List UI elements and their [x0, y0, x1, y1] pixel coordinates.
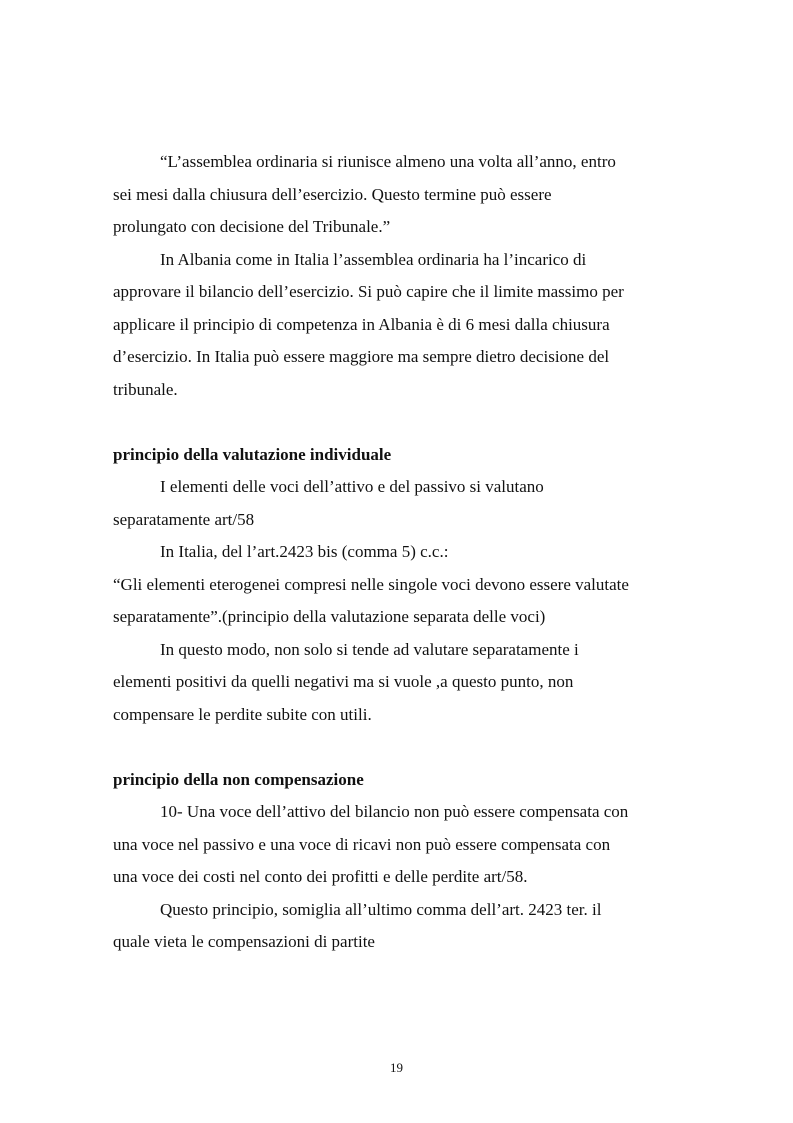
paragraph-gap	[113, 731, 693, 764]
text-line: d’esercizio. In Italia può essere maggiore ma sempre dietro decisione del	[113, 347, 610, 366]
text-line: quale vieta le compensazioni di partite	[113, 932, 375, 951]
text-line: “L’assemblea ordinaria si riunisce almeno una volta all’anno, entro	[160, 152, 616, 171]
paragraph-art-2423-bis	[113, 536, 693, 569]
text-line: I elementi delle voci dell’attivo e del passivo si valutano	[160, 477, 544, 496]
section-heading-non-compensazione: principio della non compensazione	[113, 769, 364, 789]
text-line: In questo modo, non solo si tende ad valutare separatamente i	[160, 639, 579, 659]
paragraph-quote-elementi-eterogenei	[113, 569, 693, 634]
text-line: In Albania come in Italia l’assemblea ordinaria ha l’incarico di	[160, 249, 587, 269]
text-line: prolungato con decisione del Tribunale.”	[113, 217, 391, 236]
paragraph-questo-principio	[113, 894, 693, 959]
text-line: compensare le perdite subite con utili.	[113, 704, 372, 724]
text-line: applicare il principio di competenza in Albania è di 6 mesi dalla chiusura	[113, 314, 610, 334]
paragraph-quote-assemblea	[113, 146, 693, 244]
text-line: una voce dei costi nel conto dei profitti e delle perdite art/58.	[113, 867, 528, 886]
text-line: tribunale.	[113, 379, 178, 399]
paragraph-elementi-voci	[113, 471, 693, 536]
section-heading-valutazione-individuale: principio della valutazione individuale	[113, 444, 392, 464]
text-line: elementi positivi da quelli negativi ma si vuole ,a questo punto, non	[113, 672, 574, 691]
paragraph-gap	[113, 406, 693, 439]
text-line: approvare il bilancio dell’esercizio. Si può capire che il limite massimo per	[113, 282, 624, 301]
text-line: separatamente art/58	[113, 509, 255, 529]
text-line: 10- Una voce dell’attivo del bilancio non può essere compensata con	[160, 802, 629, 821]
paragraph-voce-attivo	[113, 796, 693, 894]
document-page	[113, 146, 693, 959]
text-line: una voce nel passivo e una voce di ricavi non può essere compensata con	[113, 834, 611, 854]
text-line: “Gli elementi eterogenei compresi nelle singole voci devono essere valutate	[113, 574, 629, 594]
paragraph-albania-italia	[113, 244, 693, 407]
paragraph-in-questo-modo	[113, 634, 693, 732]
text-line: sei mesi dalla chiusura dell’esercizio. Questo termine può essere	[113, 184, 552, 204]
text-line: Questo principio, somiglia all’ultimo comma dell’art. 2423 ter. il	[160, 899, 602, 919]
text-line: separatamente”.(principio della valutazione separata delle voci)	[113, 607, 546, 626]
text-line: In Italia, del l’art.2423 bis (comma 5) c.c.:	[160, 542, 449, 561]
page-number: 19	[390, 1060, 403, 1075]
